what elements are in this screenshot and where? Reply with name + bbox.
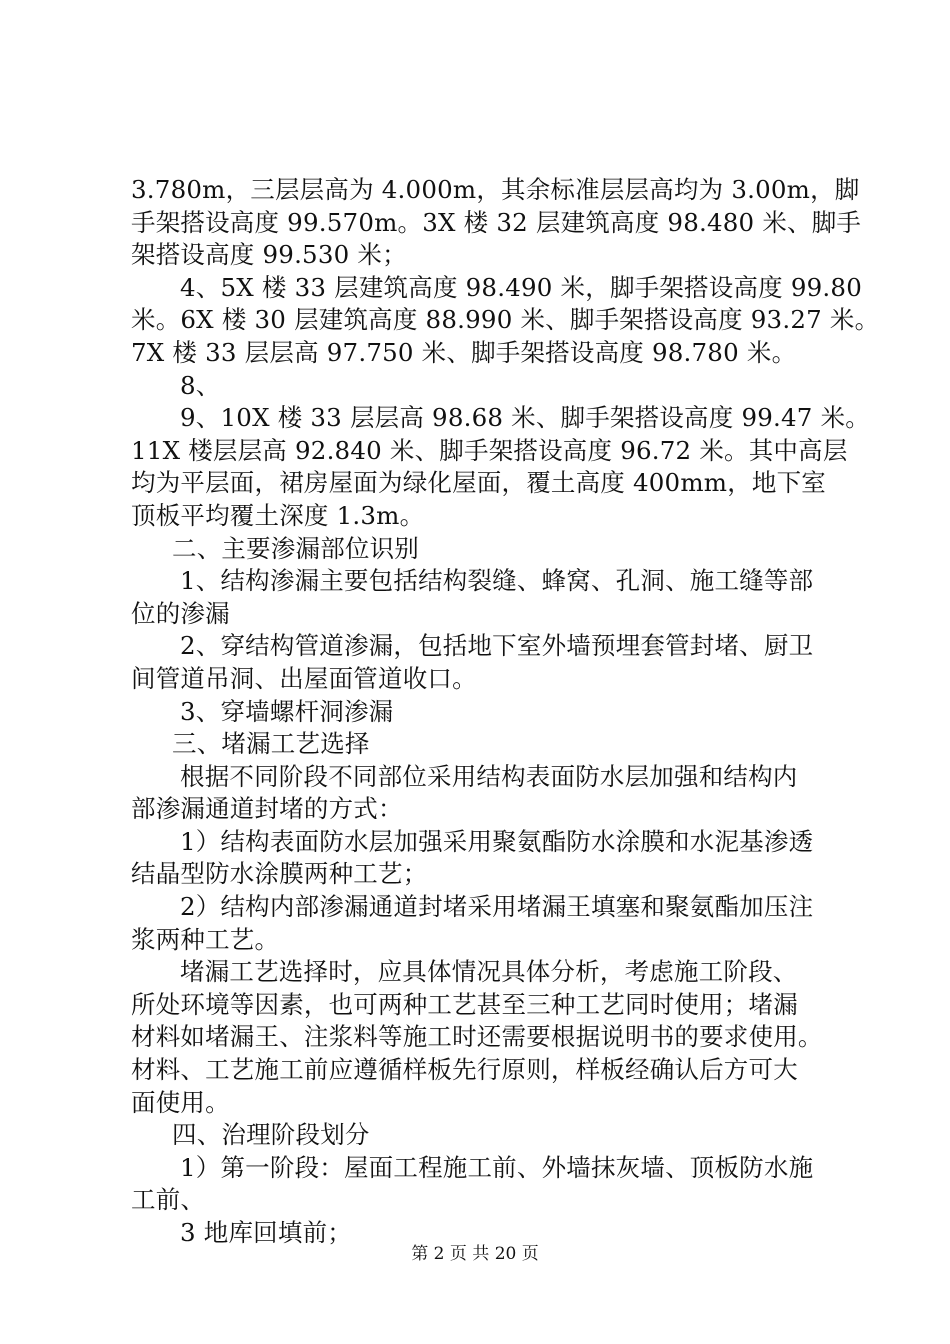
text-line: 工前、 — [131, 1185, 206, 1215]
text-line: 9、10X 楼 33 层层高 98.68 米、脚手架搭设高度 99.47 米。 — [180, 403, 870, 433]
text-line: 手架搭设高度 99.570m。3X 楼 32 层建筑高度 98.480 米、脚手 — [131, 207, 862, 237]
text-line: 1、结构渗漏主要包括结构裂缝、蜂窝、孔洞、施工缝等部 — [180, 566, 814, 596]
text-line: 间管道吊洞、出屋面管道收口。 — [131, 663, 477, 693]
text-line: 根据不同阶段不同部位采用结构表面防水层加强和结构内 — [180, 761, 798, 791]
document-body — [131, 174, 880, 1250]
page-footer: 第 2 页 共 20 页 — [411, 1244, 539, 1264]
text-line: 米。6X 楼 30 层建筑高度 88.990 米、脚手架搭设高度 93.27 米。 — [131, 305, 880, 335]
text-line: 位的渗漏 — [131, 598, 230, 628]
text-line: 11X 楼层层高 92.840 米、脚手架搭设高度 96.72 米。其中高层 — [131, 435, 848, 465]
text-line: 顶板平均覆土深度 1.3m。 — [131, 500, 425, 530]
text-line: 二、主要渗漏部位识别 — [172, 533, 419, 563]
text-line: 部渗漏通道封堵的方式： — [131, 794, 403, 824]
text-line: 所处环境等因素，也可两种工艺甚至三种工艺同时使用；堵漏 — [131, 989, 798, 1019]
text-line: 7X 楼 33 层层高 97.750 米、脚手架搭设高度 98.780 米。 — [131, 337, 797, 367]
text-line: 面使用。 — [131, 1087, 230, 1117]
text-line: 浆两种工艺。 — [131, 924, 280, 954]
text-line: 四、治理阶段划分 — [172, 1120, 370, 1150]
text-line: 8、 — [180, 370, 221, 400]
text-line: 材料、工艺施工前应遵循样板先行原则，样板经确认后方可大 — [131, 1055, 798, 1085]
text-line: 堵漏工艺选择时，应具体情况具体分析，考虑施工阶段、 — [180, 957, 798, 987]
text-line: 均为平层面，裙房屋面为绿化屋面，覆土高度 400mm，地下室 — [131, 468, 827, 498]
text-line: 3.780m，三层层高为 4.000m，其余标准层层高均为 3.00m，脚 — [131, 175, 860, 204]
text-line: 1）第一阶段：屋面工程施工前、外墙抹灰墙、顶板防水施 — [180, 1152, 814, 1182]
text-line: 三、堵漏工艺选择 — [172, 729, 370, 759]
text-line: 架搭设高度 99.530 米； — [131, 240, 407, 270]
text-line: 3、穿墙螺杆洞渗漏 — [180, 696, 394, 726]
text-line: 3 地库回填前； — [180, 1218, 352, 1247]
text-line: 4、5X 楼 33 层建筑高度 98.490 米，脚手架搭设高度 99.80 — [180, 272, 862, 302]
text-line: 材料如堵漏王、注浆料等施工时还需要根据说明书的要求使用。 — [131, 1022, 823, 1052]
text-line: 2）结构内部渗漏通道封堵采用堵漏王填塞和聚氨酯加压注 — [180, 892, 814, 922]
text-line: 1）结构表面防水层加强采用聚氨酯防水涂膜和水泥基渗透 — [180, 826, 814, 856]
text-line: 结晶型防水涂膜两种工艺； — [131, 859, 428, 889]
text-line: 2、穿结构管道渗漏，包括地下室外墙预埋套管封堵、厨卫 — [180, 631, 814, 661]
